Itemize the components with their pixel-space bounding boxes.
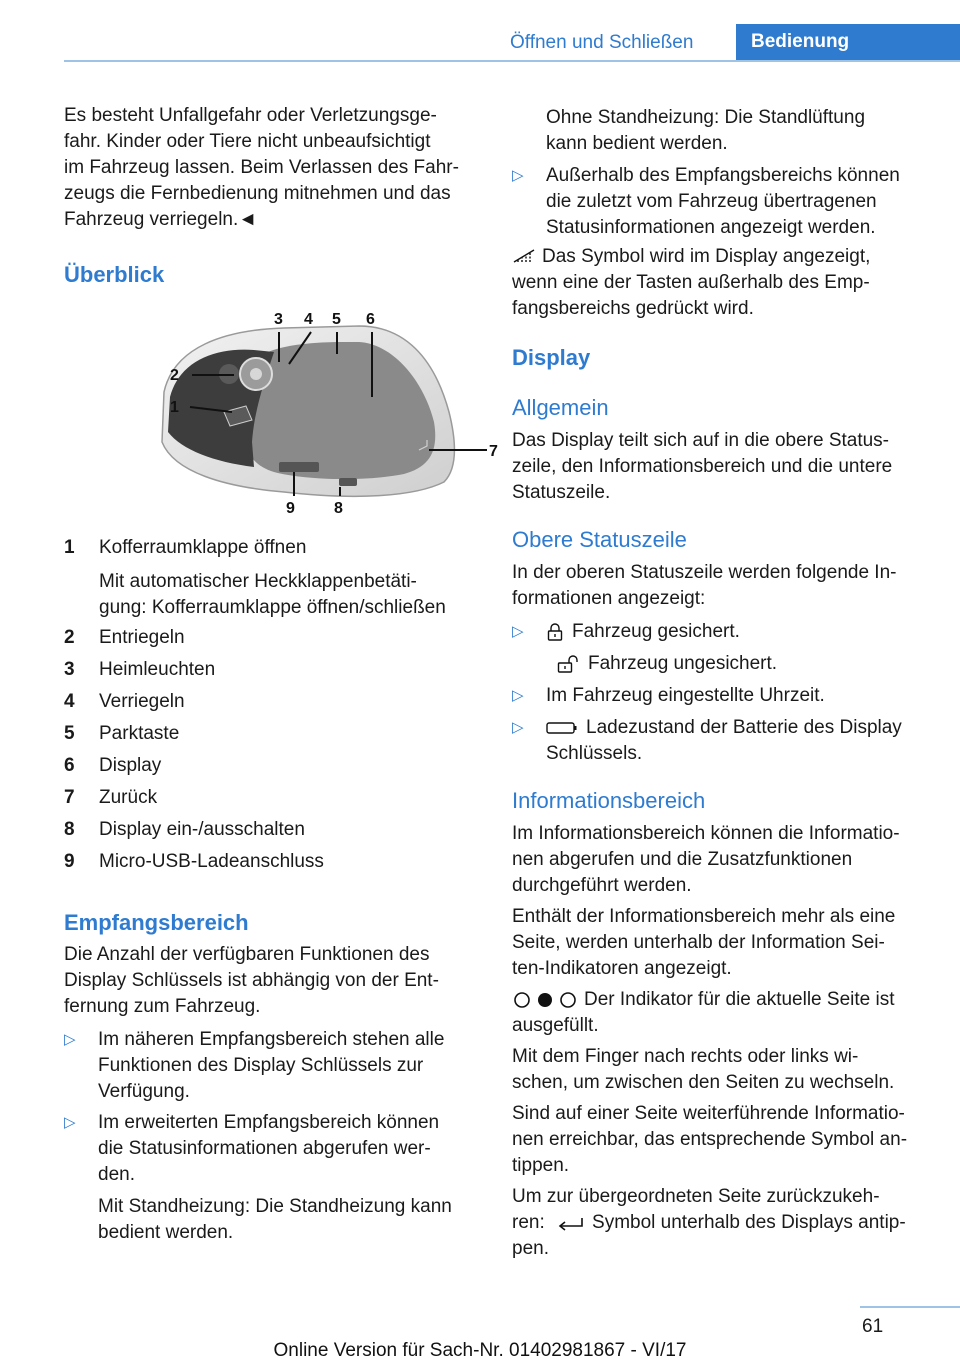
lock-closed-icon: [546, 622, 564, 642]
bullet-text: Außerhalb des Empfangsbereichs können: [546, 165, 900, 186]
reception-text: Die Anzahl der verfügbaren Funktionen des: [64, 944, 430, 965]
legend-number: 8: [64, 819, 75, 840]
callout-label: 5: [332, 311, 341, 328]
heading-overview: Überblick: [64, 262, 165, 287]
legend-number: 3: [64, 659, 75, 680]
legend-number: 6: [64, 755, 75, 776]
signal-out-of-range-icon: [512, 248, 536, 266]
legend-number: 1: [64, 537, 75, 558]
running-header-section: Öffnen und Schließen: [510, 32, 694, 53]
bullet-text: Im erweiterten Empfangsbereich können: [98, 1112, 440, 1133]
legend-text: Mit automatischer Heckklappenbetäti-: [99, 571, 417, 592]
symbol-note-text: fangsbereichs gedrückt wird.: [512, 298, 754, 319]
heading-general: Allgemein: [512, 395, 609, 420]
triangle-bullet-icon: ▷: [64, 1114, 76, 1131]
legend-text: Entriegeln: [99, 627, 185, 648]
info-text: nen abgerufen und die Zusatzfunktionen: [512, 849, 853, 870]
legend-number: 5: [64, 723, 75, 744]
battery-icon: [546, 720, 578, 736]
bullet-text: Verfügung.: [98, 1081, 190, 1102]
legend-number: 4: [64, 691, 75, 712]
intro-line: Es besteht Unfallgefahr oder Verletzungsge-: [64, 105, 437, 126]
bullet-text: den.: [98, 1164, 135, 1185]
upper-text: formationen angezeigt:: [512, 588, 706, 609]
legend-text: Display ein-/ausschalten: [99, 819, 305, 840]
triangle-bullet-icon: ▷: [512, 719, 524, 736]
bullet-text: Mit Standheizung: Die Standheizung kann: [98, 1196, 452, 1217]
page-indicator-icon: [512, 991, 578, 1009]
callout-label: 3: [274, 311, 283, 328]
intro-line: Fahrzeug verriegeln.◄: [64, 209, 258, 230]
callout-label: 1: [170, 399, 179, 416]
bullet-text: Funktionen des Display Schlüssels zur: [98, 1055, 424, 1076]
header-rule: [64, 60, 960, 62]
legend-text: Display: [99, 755, 162, 776]
info-text: Im Informationsbereich können die Informatio-: [512, 823, 900, 844]
reception-text: fernung zum Fahrzeug.: [64, 996, 261, 1017]
running-header-tab: Bedienung: [736, 24, 960, 62]
bullet-text: die zuletzt vom Fahrzeug übertragenen: [546, 191, 877, 212]
general-text: zeile, den Informationsbereich und die untere: [512, 456, 893, 477]
callout-label: 7: [489, 443, 498, 460]
upper-text: In der oberen Statuszeile werden folgende In-: [512, 562, 897, 583]
symbol-note-text: wenn eine der Tasten außerhalb des Emp-: [512, 272, 870, 293]
display-key-figure: [104, 302, 498, 520]
heading-reception: Empfangsbereich: [64, 910, 249, 935]
key-usb-port: [279, 462, 319, 472]
footer-rule: [860, 1306, 960, 1308]
legend-text: Micro-USB-Ladeanschluss: [99, 851, 324, 872]
callout-label: 2: [170, 367, 179, 384]
info-text: Enthält der Informationsbereich mehr als eine: [512, 906, 896, 927]
info-text: Sind auf einer Seite weiterführende Informatio-: [512, 1103, 905, 1124]
info-text: pen.: [512, 1238, 549, 1259]
intro-line: fahr. Kinder oder Tiere nicht unbeaufsichtigt: [64, 131, 431, 152]
info-text: Um zur übergeordneten Seite zurückzukeh-: [512, 1186, 880, 1207]
triangle-bullet-icon: ▷: [64, 1031, 76, 1048]
callout-label: 9: [286, 500, 295, 517]
bullet-text: Im Fahrzeug eingestellte Uhrzeit.: [546, 685, 825, 706]
legend-number: 9: [64, 851, 75, 872]
heading-upper-status: Obere Statuszeile: [512, 527, 687, 552]
heading-info-area: Informationsbereich: [512, 788, 706, 813]
bullet-text: Statusinformationen angezeigt werden.: [546, 217, 876, 238]
info-text: durchgeführt werden.: [512, 875, 692, 896]
bullet-text: die Statusinformationen abgerufen wer-: [98, 1138, 431, 1159]
back-arrow-icon: [556, 1215, 586, 1231]
info-text: Mit dem Finger nach rechts oder links wi-: [512, 1046, 859, 1067]
legend-text: Verriegeln: [99, 691, 185, 712]
bullet-text: Schlüssels.: [546, 743, 643, 764]
callout-label: 6: [366, 311, 375, 328]
legend-text: gung: Kofferraumklappe öffnen/schließen: [99, 597, 446, 618]
info-text: Seite, werden unterhalb der Information Sei-: [512, 932, 885, 953]
triangle-bullet-icon: ▷: [512, 687, 524, 704]
lock-open-icon: [556, 654, 580, 674]
intro-line: zeugs die Fernbedienung mitnehmen und das: [64, 183, 451, 204]
legend-text: Heimleuchten: [99, 659, 216, 680]
bullet-text: bedient werden.: [98, 1222, 234, 1243]
bullet-text: Fahrzeug gesichert.: [546, 619, 740, 645]
info-text: ten-Indikatoren angezeigt.: [512, 958, 732, 979]
general-text: Statuszeile.: [512, 482, 611, 503]
legend-text: Kofferraumklappe öffnen: [99, 537, 307, 558]
info-text: ren: Symbol unterhalb des Displays antip-: [512, 1212, 906, 1233]
bullet-text: Fahrzeug ungesichert.: [556, 651, 777, 677]
legend-number: 7: [64, 787, 75, 808]
legend-text: Zurück: [99, 787, 158, 808]
page-number: 61: [862, 1316, 884, 1337]
triangle-bullet-icon: ▷: [512, 167, 524, 184]
indicator-note: Der Indikator für die aktuelle Seite ist: [512, 987, 895, 1013]
continued-text: kann bedient werden.: [546, 133, 728, 154]
callout-label: 4: [304, 311, 313, 328]
footer-edition-text: Online Version für Sach-Nr. 01402981867 - VI/17: [273, 1340, 687, 1361]
general-text: Das Display teilt sich auf in die obere Status-: [512, 430, 890, 451]
symbol-note-text: Das Symbol wird im Display angezeigt,: [542, 246, 871, 267]
triangle-bullet-icon: ▷: [512, 623, 524, 640]
intro-line: im Fahrzeug lassen. Beim Verlassen des Fahr-: [64, 157, 459, 178]
info-text: tippen.: [512, 1155, 570, 1176]
continued-text: Ohne Standheizung: Die Standlüftung: [546, 107, 866, 128]
heading-display: Display: [512, 345, 591, 370]
bullet-text: Im näheren Empfangsbereich stehen alle: [98, 1029, 445, 1050]
info-text: nen erreichbar, das entsprechende Symbol an-: [512, 1129, 908, 1150]
info-text: schen, um zwischen den Seiten zu wechseln.: [512, 1072, 895, 1093]
reception-text: Display Schlüssels ist abhängig von der Ent-: [64, 970, 439, 991]
indicator-note-text: ausgefüllt.: [512, 1015, 599, 1036]
callout-label: 8: [334, 500, 343, 517]
legend-text: Parktaste: [99, 723, 180, 744]
legend-number: 2: [64, 627, 75, 648]
symbol-note: [512, 244, 870, 270]
bullet-text: Ladezustand der Batterie des Display: [546, 715, 902, 741]
key-power-button: [339, 478, 357, 486]
